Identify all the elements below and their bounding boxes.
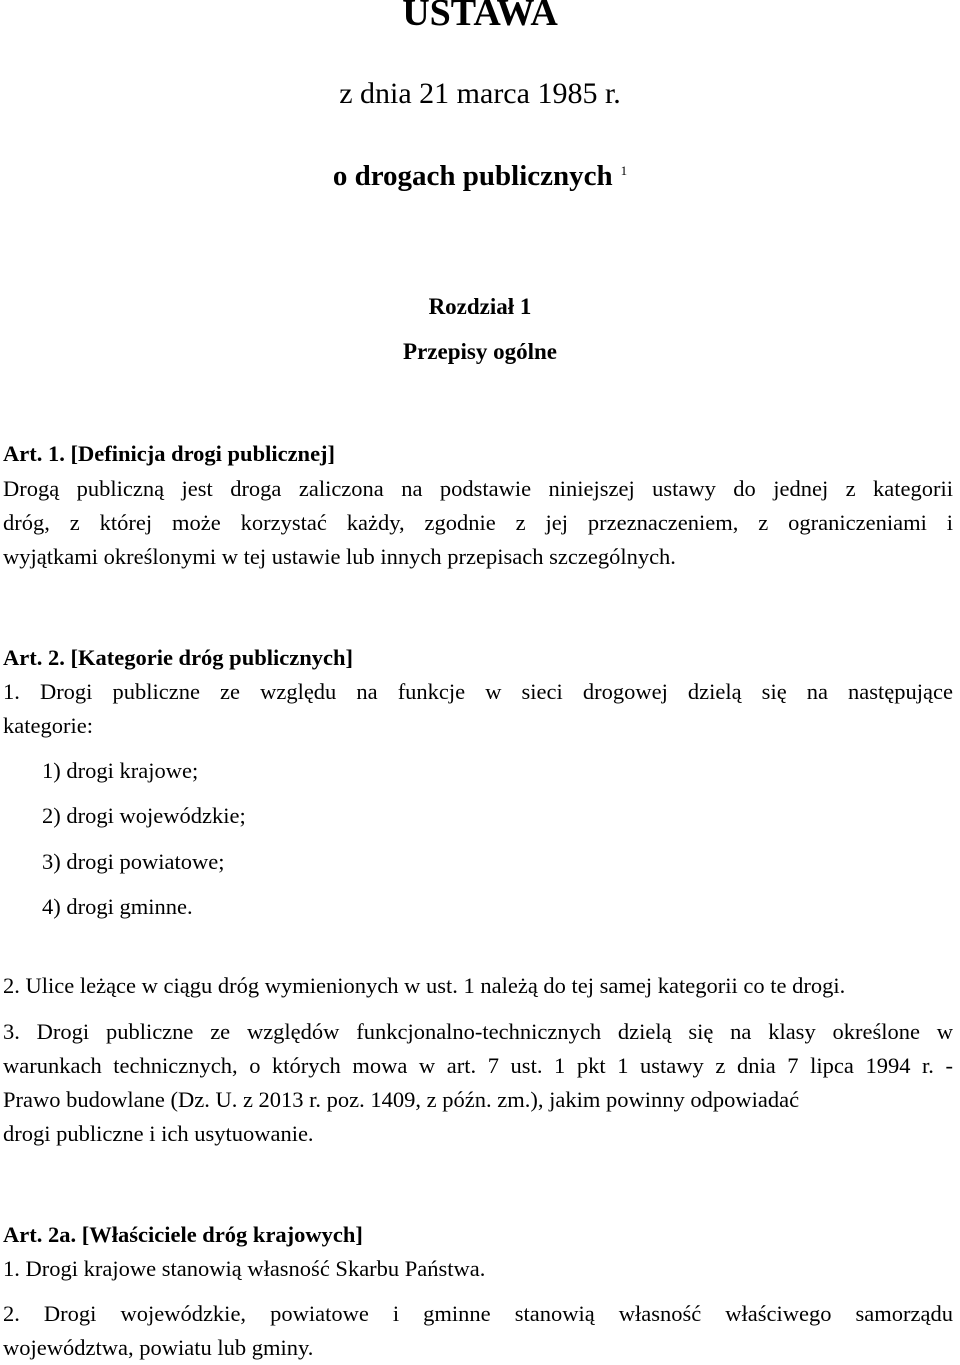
act-date: z dnia 21 marca 1985 r. <box>339 77 621 110</box>
category-item: 4) drogi gminne. <box>42 894 193 919</box>
art2-p3-line: warunkach technicznych, o których mowa w art. 7 ust. 1 pkt 1 ustawy z dnia 7 lipca 1994 r. - <box>3 1053 953 1078</box>
art1-line: dróg, z której może korzystać każdy, zgodnie z jej przeznaczeniem, z ograniczeniami i <box>3 510 953 535</box>
act-subject <box>0 151 960 196</box>
art2a-p2-line: 2. Drogi wojewódzkie, powiatowe i gminne stanowią własność właściwego samorządu <box>3 1301 953 1326</box>
chapter-number: Rozdział 1 <box>428 294 532 319</box>
art2a-heading: Art. 2a. [Właściciele dróg krajowych] <box>3 1222 363 1247</box>
art2-heading: Art. 2. [Kategorie dróg publicznych] <box>3 645 353 670</box>
art1-line: wyjątkami określonymi w tej ustawie lub innych przepisach szczególnych. <box>3 544 676 569</box>
chapter-name: Przepisy ogólne <box>403 339 557 364</box>
art2-p3-line: Prawo budowlane (Dz. U. z 2013 r. poz. 1409, z późn. zm.), jakim powinny odpowiadać <box>3 1087 800 1112</box>
act-title: USTAWA <box>402 0 558 34</box>
category-item: 1) drogi krajowe; <box>42 758 199 783</box>
art2-p1-line: kategorie: <box>3 713 93 738</box>
act-subject-text: o drogach publicznych <box>332 160 613 192</box>
art2a-p1: 1. Drogi krajowe stanowią własność Skarbu Państwa. <box>3 1256 486 1281</box>
footnote-marker: 1 <box>620 163 628 178</box>
art2-p3-line: drogi publiczne i ich usytuowanie. <box>3 1121 314 1146</box>
art1-line: Drogą publiczną jest droga zaliczona na podstawie niniejszej ustawy do jednej z kategorii <box>3 476 953 501</box>
art2-p3-line: 3. Drogi publiczne ze względów funkcjonalno-technicznych dzielą się na klasy określone w <box>3 1019 953 1044</box>
art2a-p2-line: województwa, powiatu lub gminy. <box>3 1335 314 1360</box>
art2-p2: 2. Ulice leżące w ciągu dróg wymienionych w ust. 1 należą do tej samej kategorii co te drogi. <box>3 973 846 998</box>
category-item: 3) drogi powiatowe; <box>42 849 225 874</box>
category-item: 2) drogi wojewódzkie; <box>42 803 246 828</box>
art1-heading: Art. 1. [Definicja drogi publicznej] <box>3 441 336 466</box>
art2-p1-line: 1. Drogi publiczne ze względu na funkcje w sieci drogowej dzielą się na następujące <box>3 679 953 704</box>
